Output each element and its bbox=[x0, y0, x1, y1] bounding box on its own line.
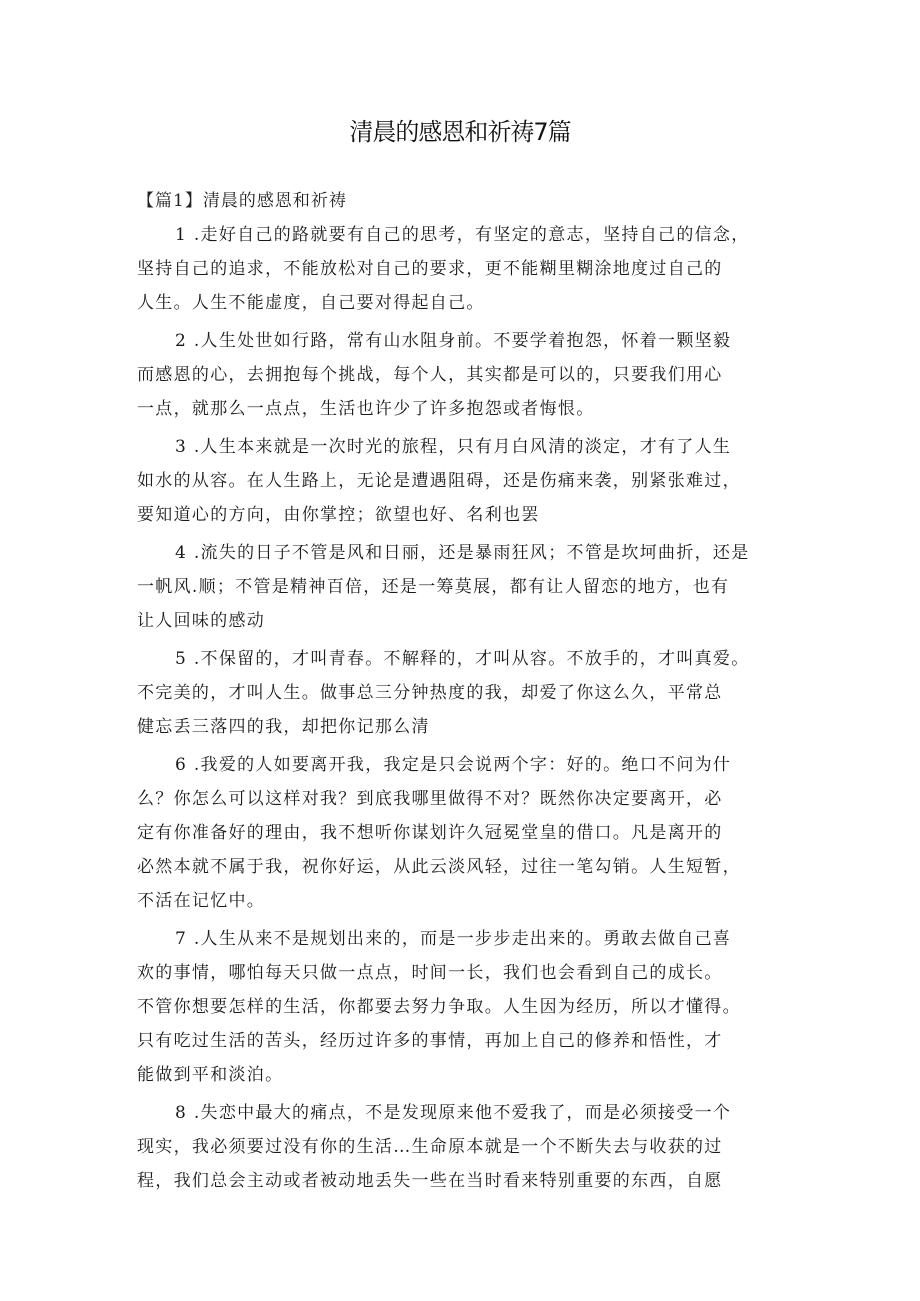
paragraph-line: 人生。人生不能虚度，自己要对得起自己。 bbox=[137, 293, 485, 313]
paragraph bbox=[137, 430, 805, 532]
paragraph bbox=[137, 536, 805, 638]
paragraph-line: 而感恩的心，去拥抱每个挑战，每个人，其实都是可以的，只要我们用心 bbox=[137, 365, 723, 385]
paragraph-line: 坚持自己的追求，不能放松对自己的要求，更不能糊里糊涂地度过自己的 bbox=[137, 259, 723, 279]
paragraph-line: 定有你准备好的理由，我不想听你谋划许久冠冕堂皇的借口。凡是离开的 bbox=[137, 823, 723, 843]
paragraph-line: 让人回味的感动 bbox=[137, 611, 266, 631]
paragraph-line: 3 .人生本来就是一次时光的旅程，只有月白风清的淡定，才有了人生 bbox=[175, 437, 732, 457]
paragraph bbox=[137, 642, 805, 744]
paragraph-line: 只有吃过生活的苦头，经历过许多的事情，再加上自己的修养和悟性，才 bbox=[137, 1031, 723, 1051]
paragraph-line: 欢的事情，哪怕每天只做一点点，时间一长，我们也会看到自己的成长。 bbox=[137, 963, 723, 983]
paragraph bbox=[137, 218, 805, 320]
section-heading: 【篇1】清晨的感恩和祈祷 bbox=[137, 191, 347, 211]
paragraph bbox=[137, 748, 805, 918]
paragraph-line: 4 .流失的日子不管是风和日丽，还是暴雨狂风；不管是坎坷曲折，还是 bbox=[175, 543, 750, 563]
paragraph-line: 6 .我爱的人如要离开我，我定是只会说两个字：好的。绝口不问为什 bbox=[175, 755, 732, 775]
paragraph bbox=[137, 324, 805, 426]
paragraph-line: 1 .走好自己的路就要有自己的思考，有坚定的意志，坚持自己的信念， bbox=[175, 225, 750, 245]
paragraph-line: 么？你怎么可以这样对我？到底我哪里做得不对？既然你决定要离开，必 bbox=[137, 789, 723, 809]
paragraph-line: 8 .失恋中最大的痛点，不是发现原来他不爱我了，而是必须接受一个 bbox=[175, 1103, 732, 1123]
paragraph-line: 如水的从容。在人生路上，无论是遭遇阻碍，还是伤痛来袭，别紧张难过， bbox=[137, 471, 741, 491]
paragraph-line: 能做到平和淡泊。 bbox=[137, 1065, 284, 1085]
paragraph bbox=[137, 1096, 805, 1198]
paragraph-line: 健忘丢三落四的我，却把你记那么清 bbox=[137, 717, 430, 737]
paragraph-line: 一点，就那么一点点，生活也许少了许多抱怨或者悔恨。 bbox=[137, 399, 595, 419]
paragraph-line: 现实，我必须要过没有你的生活…生命原本就是一个不断失去与收获的过 bbox=[137, 1137, 723, 1157]
paragraph-line: 必然本就不属于我，祝你好运，从此云淡风轻，过往一笔勾销。人生短暂， bbox=[137, 857, 741, 877]
paragraph-line: 不活在记忆中。 bbox=[137, 891, 266, 911]
paragraph bbox=[137, 922, 805, 1092]
paragraph-line: 2 .人生处世如行路，常有山水阻身前。不要学着抱怨，怀着一颗坚毅 bbox=[175, 331, 732, 351]
paragraph-line: 不完美的，才叫人生。做事总三分钟热度的我，却爱了你这么久，平常总 bbox=[137, 683, 723, 703]
paragraph-line: 5 .不保留的，才叫青春。不解释的，才叫从容。不放手的，才叫真爱。 bbox=[175, 649, 750, 669]
paragraph-line: 要知道心的方向，由你掌控；欲望也好、名利也罢 bbox=[137, 505, 540, 525]
paragraph-line: 程，我们总会主动或者被动地丢失一些在当时看来特别重要的东西，自愿 bbox=[137, 1171, 723, 1191]
document-body bbox=[137, 218, 805, 1202]
document-title: 清晨的感恩和祈祷7篇 bbox=[349, 118, 571, 146]
paragraph-line: 7 .人生从来不是规划出来的，而是一步步走出来的。勇敢去做自己喜 bbox=[175, 929, 732, 949]
paragraph-line: 一帆风.顺；不管是精神百倍，还是一筹莫展，都有让人留恋的地方，也有 bbox=[137, 577, 730, 597]
paragraph-line: 不管你想要怎样的生活，你都要去努力争取。人生因为经历，所以才懂得。 bbox=[137, 997, 741, 1017]
